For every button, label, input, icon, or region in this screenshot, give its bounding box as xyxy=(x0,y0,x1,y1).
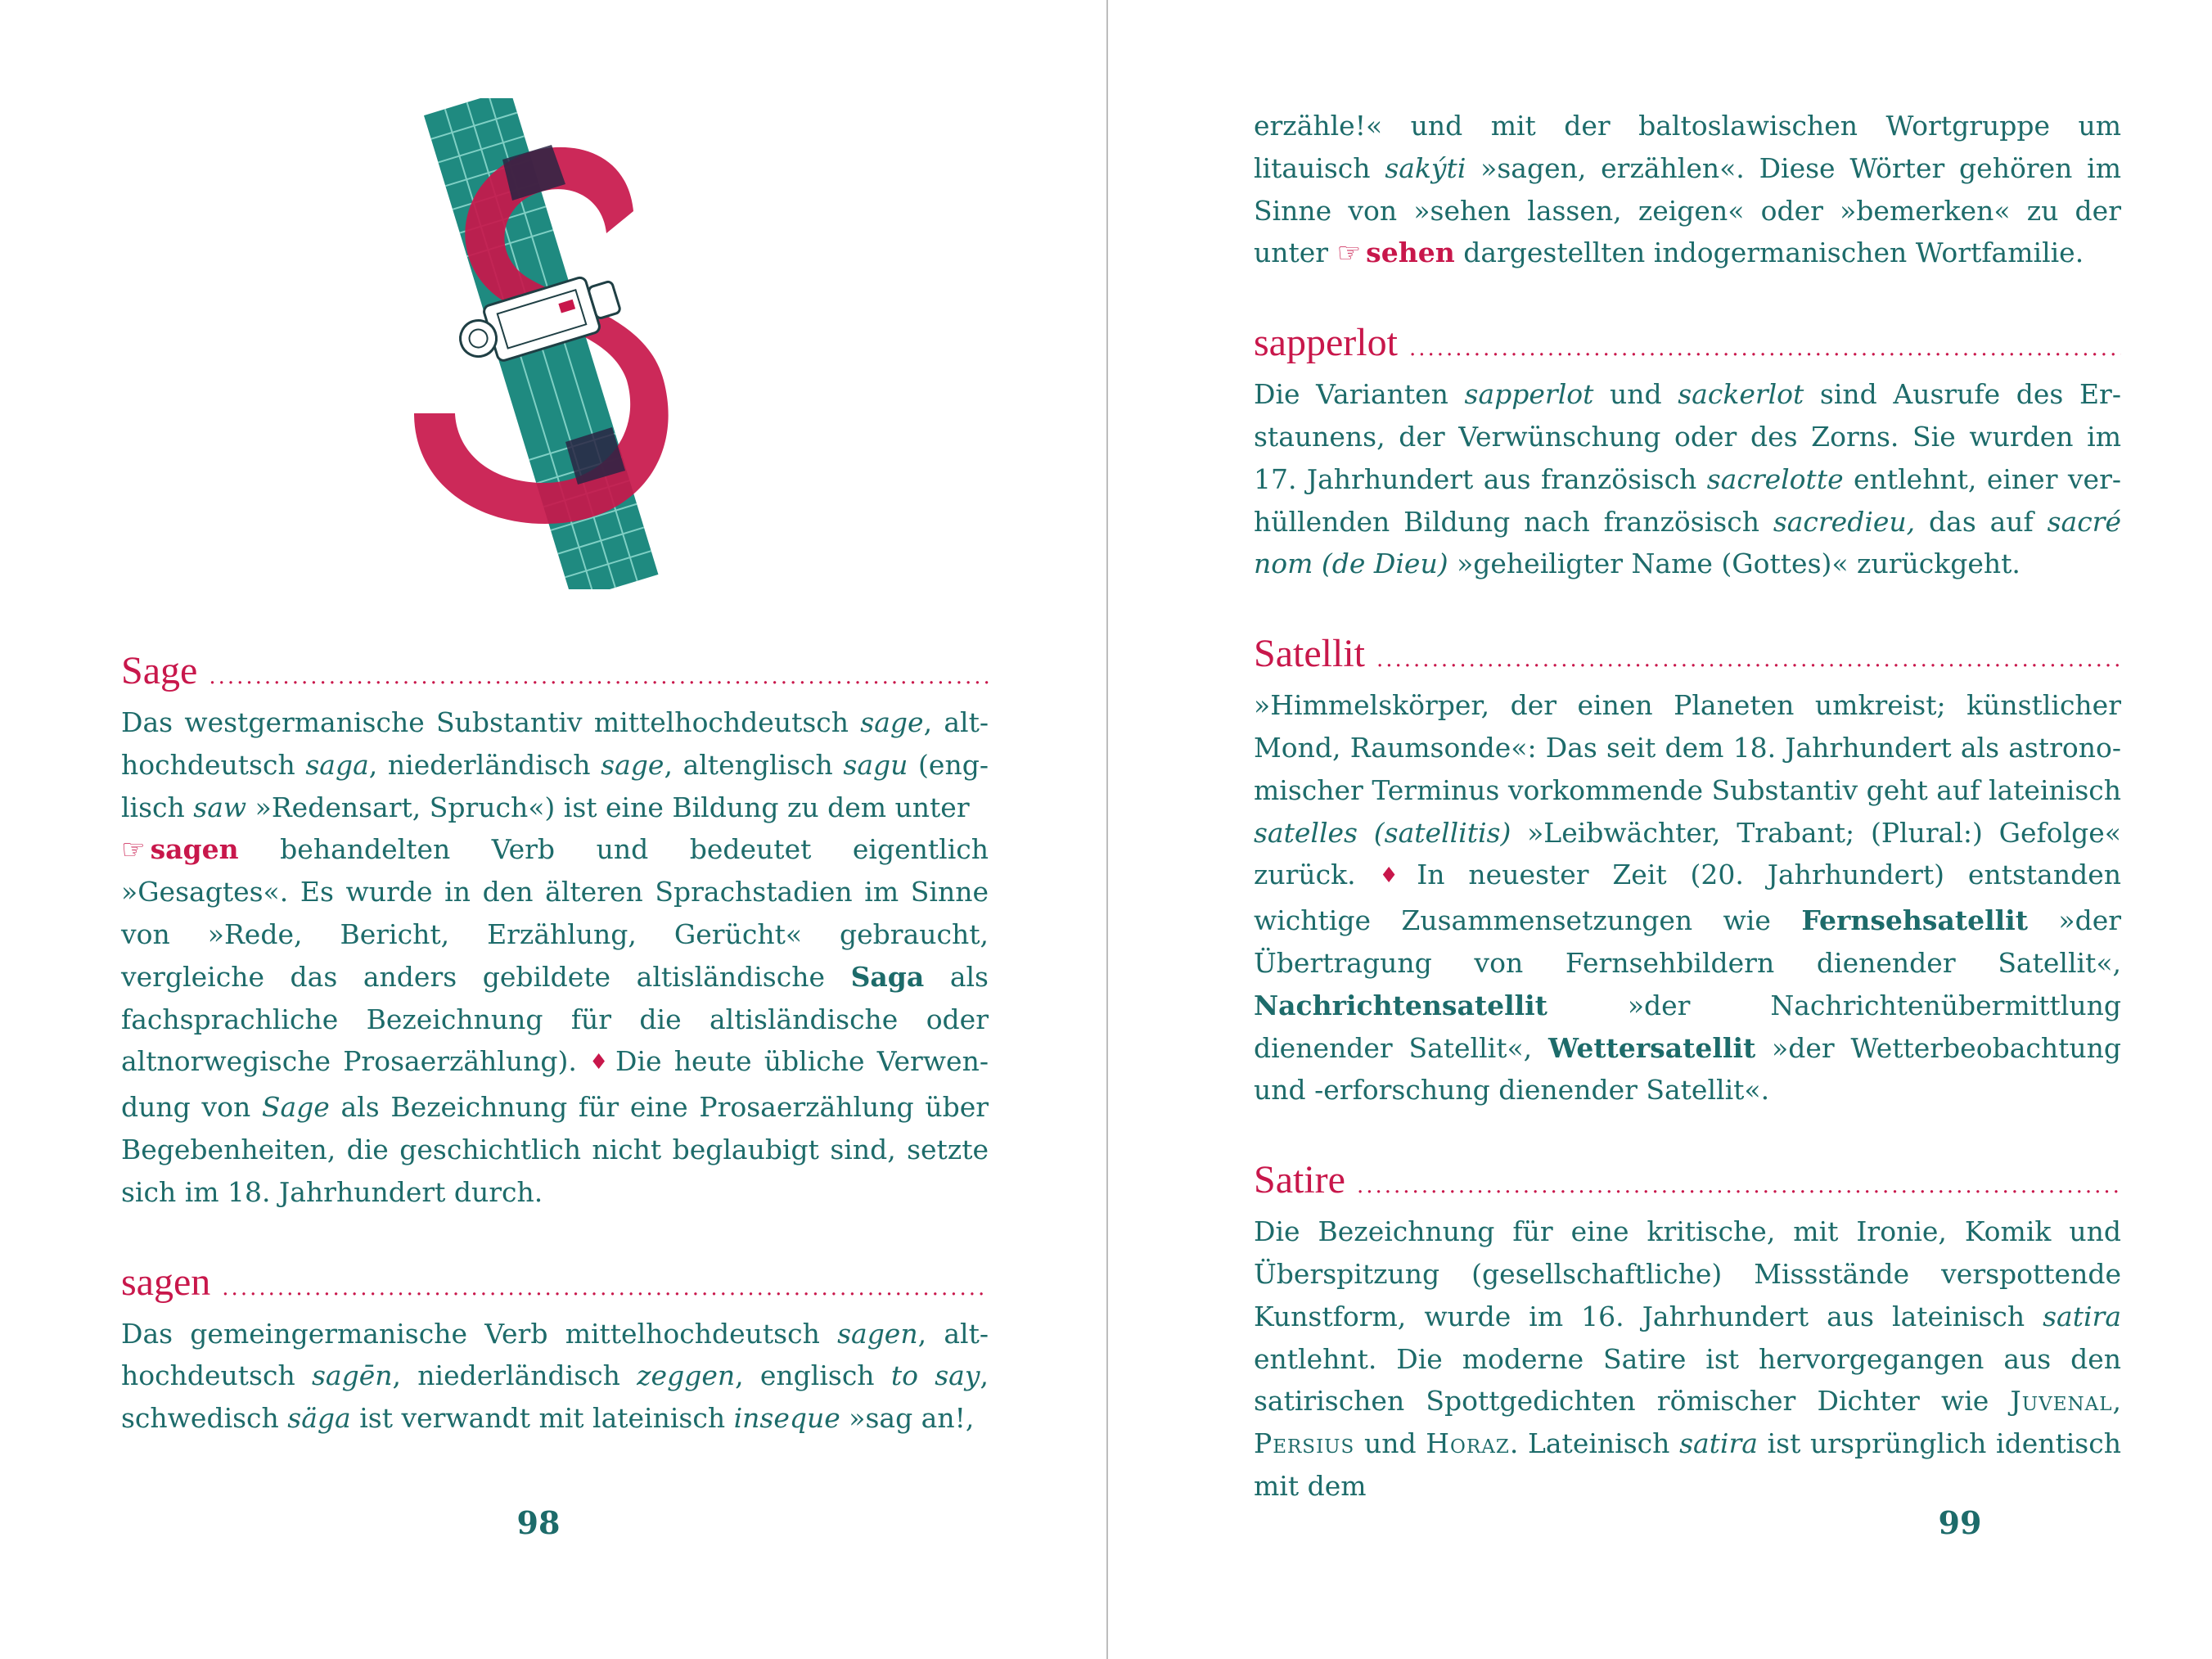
entry-head xyxy=(1254,318,2121,373)
leader-dots xyxy=(1357,1161,2121,1210)
entry-sage xyxy=(121,647,989,1214)
headword: sagen xyxy=(121,1260,211,1304)
entry-sapperlot xyxy=(1254,318,2121,585)
leader-dots xyxy=(209,652,989,701)
pointing-hand-icon: ☞ xyxy=(1336,237,1362,269)
entry-text: »Himmelskörper, der einen Planeten umkreist; künstlicher Mond, Raumsonde«: Das seit dem 18. Jahrhundert als astronomischer Terminus vorkommende Substantiv geht auf lateinisch satelles (satellitis) »Leibwächter, Trabant; (Plural:) Gefolge« zurück. ♦ In neuester Zeit (20. Jahrhundert) entstanden wichtige Zusammensetzungen wie Fernsehsatellit »der Übertragung von Fernsehbildern dienender Satellit«, Nachrichtensatellit »der Nachrichtenübermittlung dienender Satellit«, Wettersatellit »der Wetterbeobachtung und -erforschung dienender Satellit«. xyxy=(1254,689,2122,1107)
cross-reference-link[interactable]: ☞ sagen xyxy=(121,833,239,866)
leader-dots xyxy=(1376,635,2121,684)
entry-head xyxy=(121,647,989,701)
headword: sapperlot xyxy=(1254,321,1398,365)
leader-dots xyxy=(1409,324,2121,373)
page-number: 98 xyxy=(516,1504,561,1541)
satellite-letter-s-icon xyxy=(398,98,692,589)
entry-head xyxy=(1254,1156,2121,1210)
entry-text: Die Varianten sapperlot und sackerlot sind Ausrufe des Erstaunens, der Verwünschung oder des Zorns. Sie wurden im 17. Jahrhundert aus französisch sacrelotte entlehnt, einer verhüllenden Bildung nach französisch sacredieu, das auf sacré nom (de Dieu) »geheiligter Name (Gottes)« zurückgeht. xyxy=(1254,378,2121,580)
entry-text: Das gemeingermanische Verb mittelhochdeutsch sagen, althochdeutsch sagēn, niederländisch zeggen, englisch to say, schwedisch säga ist verwandt mit lateinisch inseque »sag an!, xyxy=(121,1317,989,1435)
headword: Satire xyxy=(1254,1158,1345,1202)
cross-reference-link[interactable]: ☞ sehen xyxy=(1336,237,1455,269)
pointing-hand-icon: ☞ xyxy=(121,833,146,866)
entry-text: Das westgermanische Substantiv mittelhochdeutsch sage, althochdeutsch saga, niederländisch sage, altenglisch sagu (englisch saw »Redensart, Spruch«) ist eine Bildung zu dem unter ☞ sagen behandelten Verb und bedeutet eigentlich »Gesagtes«. Es wurde in den älteren Sprachstadien im Sinne von »Rede, Bericht, Erzählung, Gerücht« gebraucht, vergleiche das anders gebildete altisländische Saga als fachsprachliche Bezeichnung für die altisländische oder altnorwegische Prosaerzählung). ♦ Die heute übliche Verwendung von Sage als Bezeichnung für eine Prosaerzählung über Begebenheiten, die geschichtlich nicht beglaubigt sind, setzte sich im 18. Jahrhundert durch. xyxy=(121,706,989,1208)
right-page xyxy=(1108,0,2212,1659)
entry-satire xyxy=(1254,1156,2121,1508)
entry-text: Die Bezeichnung für eine kritische, mit Ironie, Komik und Überspitzung (gesellschaftliche) Missstände verspottende Kunstform, wurde im 16. Jahrhundert aus lateinisch satira entlehnt. Die moderne Satire ist hervorgegangen aus den satirischen Spottgedichten römischer Dichter wie Juvenal, Persius und Horaz. Lateinisch satira ist ursprünglich identisch mit dem xyxy=(1254,1215,2121,1502)
headword: Sage xyxy=(121,649,198,692)
entry-text: erzähle!« und mit der baltoslawischen Wortgruppe um litauisch sakýti »sagen, erzählen«. Diese Wörter gehören im Sinne von »sehen lassen, zeigen« oder »bemerken« zu der unter ☞ sehen dargestellten indogermanischen Wortfamilie. xyxy=(1254,110,2121,269)
entry-satellit xyxy=(1254,629,2121,1111)
headword: Satellit xyxy=(1254,632,1365,676)
entry-sagen-continued xyxy=(1254,105,2121,274)
leader-dots xyxy=(222,1264,989,1313)
entry-head xyxy=(1254,629,2121,684)
diamond-icon: ♦ xyxy=(1379,863,1414,889)
entry-sagen xyxy=(121,1258,989,1440)
left-column xyxy=(121,647,989,1440)
right-column xyxy=(1254,105,2121,1508)
diamond-icon: ♦ xyxy=(589,1050,613,1075)
entry-head xyxy=(121,1258,989,1313)
page-number: 99 xyxy=(1938,1504,1982,1541)
